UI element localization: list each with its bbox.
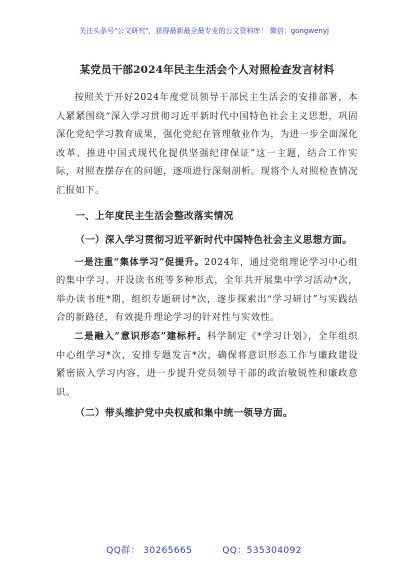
subsection-heading-2: （二）带头维护党中央权威和集中统一领导方面。 <box>75 408 293 420</box>
paragraph-collective-study <box>56 254 358 328</box>
paragraph-lead: 二是融入“意识形态”建标杆。 <box>74 330 207 342</box>
header-banner: 关注头条号"公文研究"，获得最新最全最专业的公文资料库！ 微信：gongwenyj <box>79 27 329 35</box>
intro-paragraph: 按照关于开好2024年度党员领导干部民主生活会的安排部署，本人紧紧围绕“深入学习贯彻习近平新时代中国特色社会主义思想，巩固深化党纪学习教育成果，强化党纪在管理敬业作为，为进一步全面深化改革、推进中国式现代化提供坚强纪律保证”这一主题，结合工作实际，对照查摆存在的问题，逐项进行深刻剖析。现将个人对照检查情况汇报如下。 <box>56 92 358 196</box>
footer-qq: QQ：535304092 <box>222 546 302 556</box>
paragraph-ideology <box>56 328 358 402</box>
document-body <box>56 62 358 427</box>
subsection-heading-1: （一）深入学习贯彻习近平新时代中国特色社会主义思想方面。 <box>75 234 353 246</box>
footer-qq-group: QQ群： 30265665 <box>106 546 193 556</box>
paragraph-text: 2024年，通过党组理论学习中心组的集中学习、开设读书班等多种形式，全年共开展集中学习活动*次，举办读书班*期，组织专题研讨*次，逐步探索出“学习研讨”与实践结合的新路径，有效提升理论学习的针对性与实效性。 <box>56 256 358 324</box>
paragraph-lead: 一是注重“集体学习”促提升。 <box>74 256 205 268</box>
section-heading-1: 一、上年度民主生活会整改落实情况 <box>75 210 234 222</box>
footer-contact <box>0 543 408 556</box>
paragraph-text: 科学制定《*学习计划》，全年组织中心组学习*次，安排专题发言*次，确保将意识形态工作与廉政建设紧密嵌入学习内容，进一步提升党员领导干部的政治敏锐性和廉政意识。 <box>56 330 358 398</box>
document-title: 某党员干部2024年民主生活会个人对照检查发言材料 <box>79 64 335 76</box>
